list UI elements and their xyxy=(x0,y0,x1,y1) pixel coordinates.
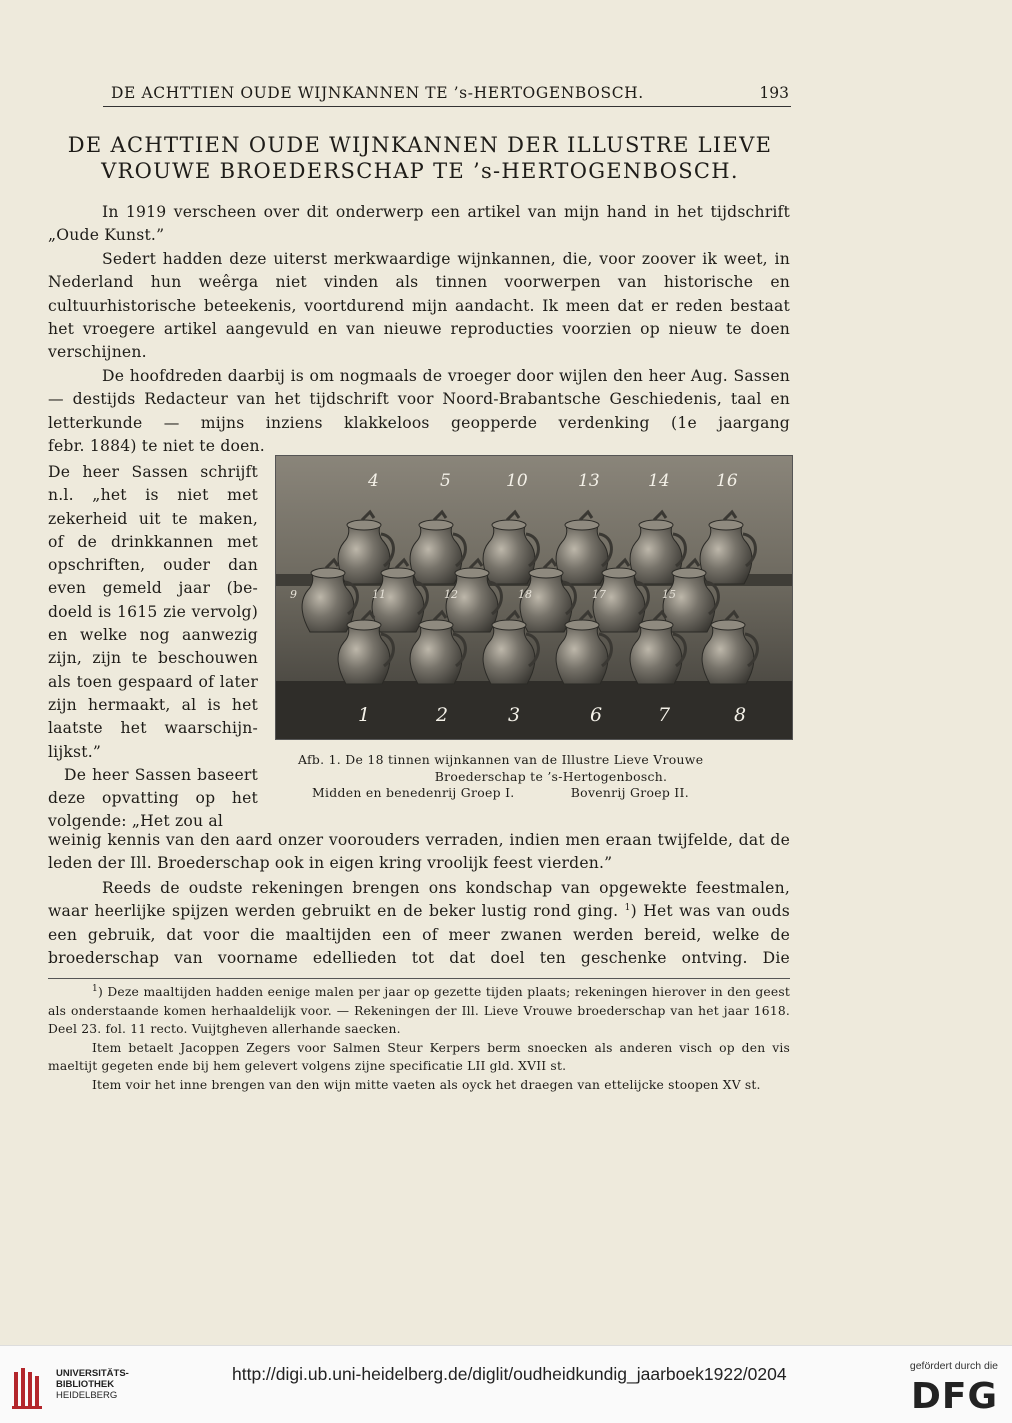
jug-number-top-6: 16 xyxy=(716,471,738,491)
wine-jugs-photo xyxy=(276,456,792,739)
paragraph-3: De hoofdreden daarbij is om nogmaals de vroeger door wijlen den heer Aug. Sassen — destijds Redacteur van het tijdschrift voor Noord-Brabantsche Geschiedenis, taal en letterkunde — mijns inziens klakkeloos geopperde verdenking (1e jaargang xyxy=(48,367,790,432)
library-logo-icon[interactable] xyxy=(12,1364,46,1410)
footnote-1-text: ) Deze maaltijden hadden eenige malen per jaar op gezette tijden plaats; rekeningen hierover in den geest als onderstaande komen herhaaldelijk voor. — Rekeningen der Ill. Lieve Vrouwe broederschap van het jaar 1618. Deel 23. fol. 11 recto. Vuijtgheven allerhande saecken. xyxy=(48,985,790,1037)
jug-number-top-3: 10 xyxy=(506,471,528,491)
article-title xyxy=(40,132,800,184)
viewer-footer xyxy=(0,1345,1012,1423)
paragraph-5-continued: Het was van ouds een gebruik, dat voor die maaltijden een of meer zwanen werden bereid, welke de broederschap van voorname edellieden tot dat doel ten geschenke ontving. Die xyxy=(48,902,790,967)
jug-number-mid-2: 11 xyxy=(372,588,386,601)
footnotes xyxy=(48,978,790,1095)
footnote-2: Item betaelt Jacoppen Zegers voor Salmen Steur Kerpers berm snoecken als anderen visch op den vis maeltijt gegeten ende bij hem gelevert volgens zijne specificatie LII gld. XVII st. xyxy=(48,1040,790,1074)
figure-photo xyxy=(275,455,793,740)
jug-number-mid-6: 15 xyxy=(662,588,676,601)
paragraph-5-text: Reeds de oudste rekeningen brengen ons kondschap van opgewekte feestmalen, waar heerlijke spijzen werden gebruikt en de beker lustig rond ging. xyxy=(48,879,790,921)
library-name-line-2: BIBLIOTHEK xyxy=(56,1379,115,1390)
permalink-url[interactable]: http://digi.ub.uni-heidelberg.de/diglit/oudheidkundig_jaarboek1922/0204 xyxy=(232,1364,787,1384)
jug-number-bottom-6: 8 xyxy=(734,704,747,726)
jug-number-bottom-4: 6 xyxy=(590,704,603,726)
jug-number-top-4: 13 xyxy=(578,471,600,491)
paragraph-2: Sedert hadden deze uiterst merkwaardige wijnkannen, die, voor zoover ik weet, in Nederland hun weêrga niet vinden als tinnen voorwerpen van historische en cultuurhistorische beteekenis, voortdurend mijn aandacht. Ik meen dat er reden bestaat het vroegere artikel aangevuld en van nieuwe reproducties voorzien op nieuw te doen verschijnen. xyxy=(48,250,790,362)
page-number: 193 xyxy=(759,84,789,102)
running-title: DE ACHTTIEN OUDE WIJNKANNEN TE ’s-HERTOGENBOSCH. xyxy=(111,84,644,102)
caption-line-2: Broederschap te ’s-Hertogenbosch. xyxy=(434,768,668,784)
title-line-2: VROUWE BROEDERSCHAP TE ’s-HERTOGENBOSCH. xyxy=(101,159,739,183)
paragraph-1: In 1919 verscheen over dit onderwerp een artikel van mijn hand in het tijdschrift „Oude Kunst.” xyxy=(48,203,790,245)
jug-number-top-1: 4 xyxy=(368,471,379,491)
jug-number-mid-4: 18 xyxy=(518,588,532,601)
funded-by-label: gefördert durch die xyxy=(909,1360,998,1372)
left-column-paragraph-2: De heer Sassen baseert deze opvatting op het volgende: „Het zou al xyxy=(48,765,258,831)
footnote-1 xyxy=(48,983,790,1039)
library-name[interactable] xyxy=(56,1368,129,1401)
footnote-reference: 1 xyxy=(624,903,631,914)
jug-number-mid-1: 9 xyxy=(290,588,297,601)
jug-number-bottom-5: 7 xyxy=(658,704,671,726)
caption-line-1: Afb. 1. De 18 tinnen wijnkannen van de Illustre Lieve Vrouwe xyxy=(298,752,704,767)
caption-group-2: Bovenrij Groep II. xyxy=(570,785,689,800)
library-name-line-1: UNIVERSITÄTS- xyxy=(56,1368,129,1379)
left-column-paragraph-1: De heer Sassen schrijft n.l. „het is niet met zekerheid uit te maken, of de drinkkannen met opschriften, ouder dan even gemeld jaar (be- doeld is 1615 zie vervolg) en welke nog aanwezig zijn, zijn te beschouwen als toen gespaard of later zijn hermaakt, al is het laatste het waarschijn- lijkst.” xyxy=(48,463,258,761)
jug-number-mid-3: 12 xyxy=(444,588,458,601)
dfg-logo[interactable]: DFG xyxy=(910,1376,998,1417)
library-name-line-3: HEIDELBERG xyxy=(56,1390,118,1401)
jug-number-bottom-2: 2 xyxy=(436,704,449,726)
caption-group-1: Midden en benedenrij Groep I. xyxy=(312,785,515,800)
running-head xyxy=(103,82,791,107)
figure-caption xyxy=(298,752,774,802)
paragraph-5: Reeds de oudste rekeningen brengen ons kondschap van opgewekte feestmalen, waar heerlijke spijzen werden gebruikt en de beker lustig rond ging. $^1$) Het was van ouds een gebruik, dat voor die maaltijden een of meer zwanen werden bereid, welke de broederschap van voorname edellieden tot dat doel ten geschenke ontving. Die xyxy=(48,879,790,967)
jug-number-top-5: 14 xyxy=(648,471,670,491)
caption-line-3 xyxy=(298,785,774,802)
left-column-text xyxy=(48,461,258,834)
paragraph-4: weinig kennis van den aard onzer voorouders verraden, indien men eraan twijfelde, dat de leden der Ill. Broederschap ook in eigen kring vroolijk feest vierden.” xyxy=(48,831,790,873)
jug-number-bottom-3: 3 xyxy=(508,704,521,726)
footnote-3: Item voir het inne brengen van den wijn mitte vaeten als oyck het draegen van ettelijcke stoopen XV st. xyxy=(92,1077,761,1092)
jug-number-mid-5: 17 xyxy=(592,588,606,601)
footnote-1-marker: 1 xyxy=(92,983,98,994)
paragraph-3-tail: febr. 1884) te niet te doen. xyxy=(48,437,265,455)
jug-number-top-2: 5 xyxy=(440,471,451,491)
jug-number-bottom-1: 1 xyxy=(358,704,371,726)
title-line-1: DE ACHTTIEN OUDE WIJNKANNEN DER ILLUSTRE LIEVE xyxy=(67,133,773,157)
